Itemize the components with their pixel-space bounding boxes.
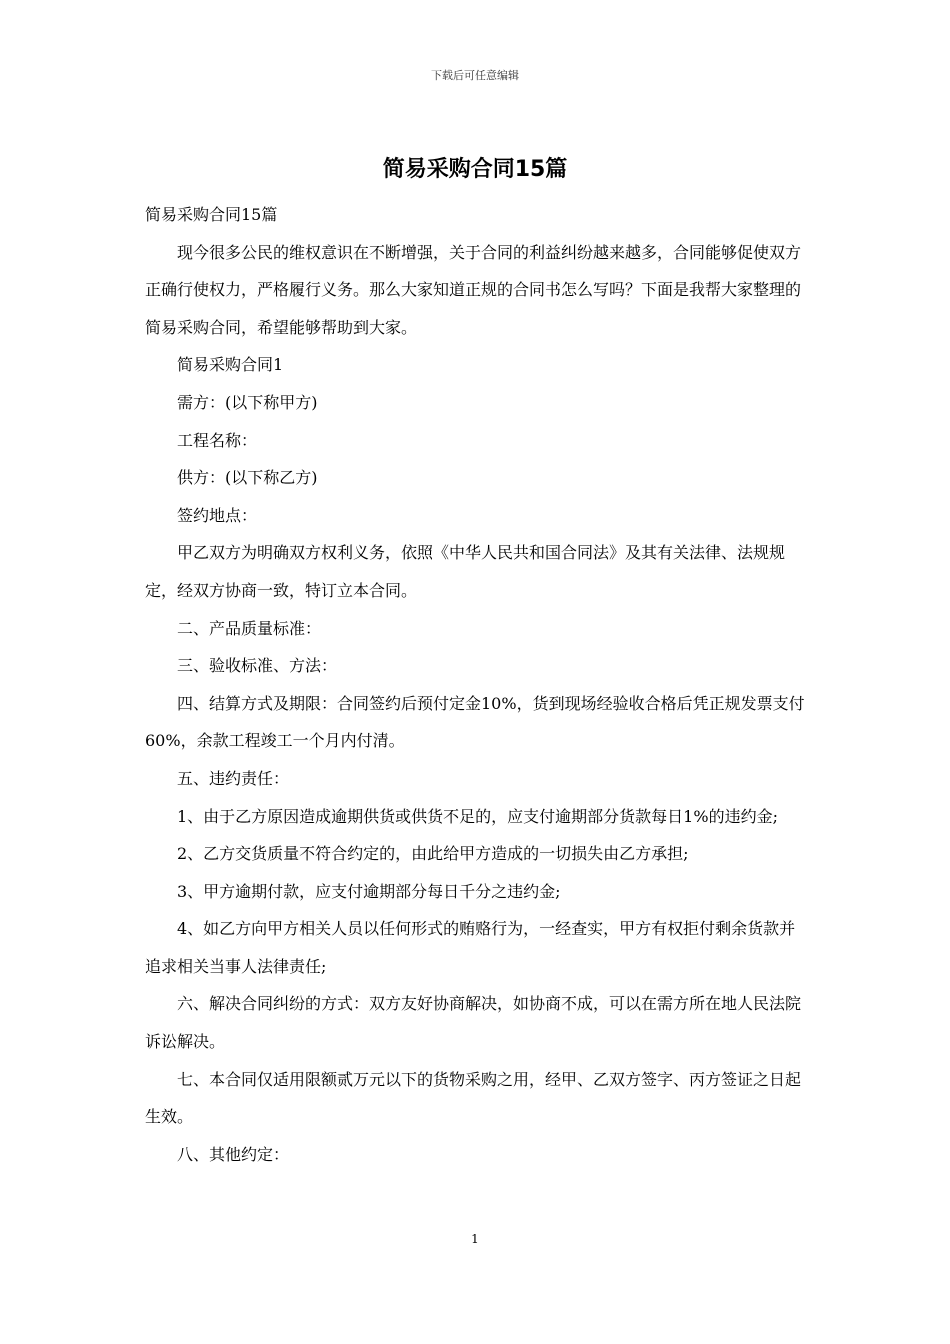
body-paragraph: 2、乙方交货质量不符合约定的，由此给甲方造成的一切损失由乙方承担; [177,844,689,864]
body-paragraph: 三、验收标准、方法： [177,656,338,676]
body-paragraph: 1、由于乙方原因造成逾期供货或供货不足的，应支付逾期部分货款每日1%的违约金; [177,806,778,826]
body-paragraph: 八、其他约定： [177,1144,290,1164]
body-paragraph: 甲乙双方为明确双方权利义务，依照《中华人民共和国合同法》及其有关法律、法规规定，经双方协商一致，特订立本合同。 [145,543,786,600]
page-header: 下载后可任意编辑 [431,69,519,82]
document-body [145,196,807,1173]
body-paragraph: 七、本合同仅适用限额贰万元以下的货物采购之用，经甲、乙双方签字、丙方签证之日起生效。 [145,1069,802,1127]
body-paragraph: 现今很多公民的维权意识在不断增强，关于合同的利益纠纷越来越多，合同能够促使双方正确行使权力，严格履行义务。那么大家知道正规的合同书怎么写吗？下面是我帮大家整理的简易采购合同，希望能够帮助到大家。 [145,242,802,337]
body-paragraph: 需方：(以下称甲方) [177,392,318,412]
body-paragraph: 五、违约责任： [177,768,290,788]
body-paragraph: 六、解决合同纠纷的方式：双方友好协商解决，如协商不成，可以在需方所在地人民法院诉讼解决。 [145,994,802,1052]
body-paragraph: 简易采购合同1 [177,355,284,375]
page-number: 1 [471,1232,479,1246]
document-title: 简易采购合同15篇 [382,157,568,182]
body-paragraph: 签约地点： [177,505,258,525]
body-paragraph: 简易采购合同15篇 [145,205,278,224]
body-paragraph: 工程名称： [177,430,258,450]
body-paragraph: 二、产品质量标准： [177,618,322,638]
body-paragraph: 供方：(以下称乙方) [177,468,318,488]
body-paragraph: 四、结算方式及期限：合同签约后预付定金10%，货到现场经验收合格后凭正规发票支付60%，余款工程竣工一个月内付清。 [145,693,805,751]
body-paragraph: 3、甲方逾期付款，应支付逾期部分每日千分之违约金; [177,881,561,901]
body-paragraph: 4、如乙方向甲方相关人员以任何形式的贿赂行为，一经查实，甲方有权拒付剩余货款并追求相关当事人法律责任; [145,919,796,976]
